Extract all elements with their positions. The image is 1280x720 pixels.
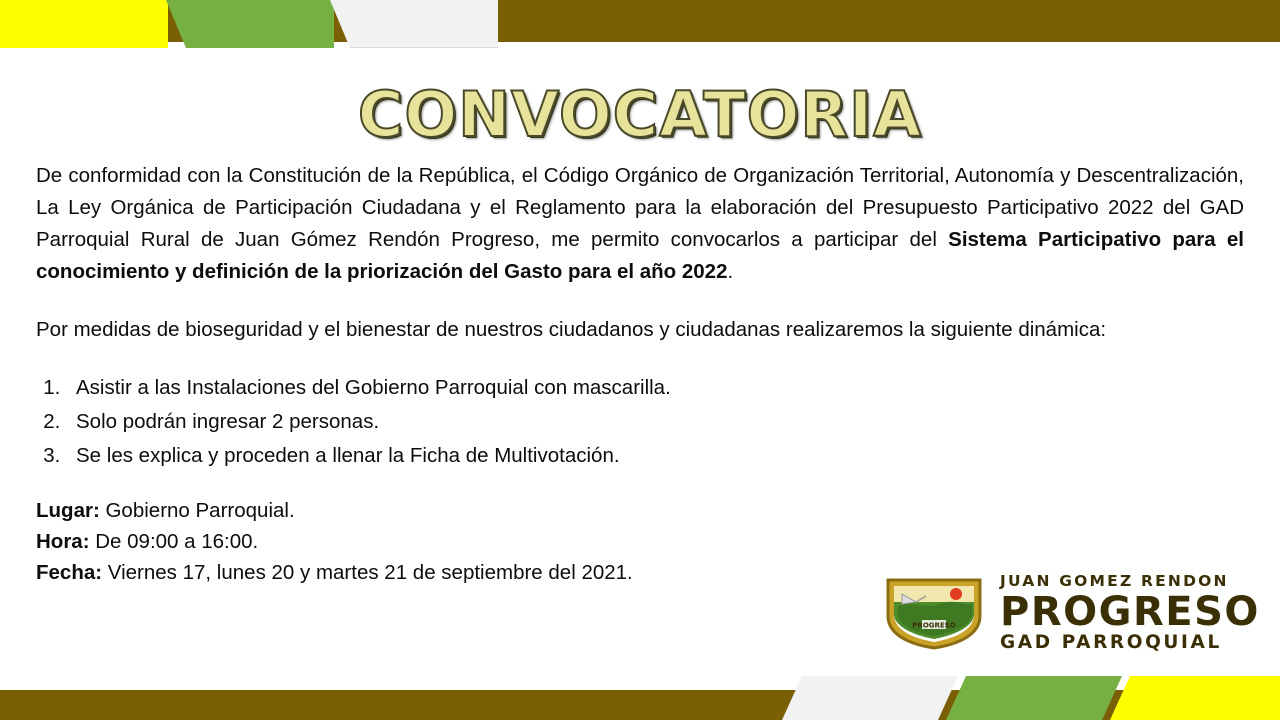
paragraph-spacer — [36, 288, 1244, 314]
detail-hora — [36, 526, 1244, 557]
list-spacer — [36, 346, 1244, 372]
bottom-decorative-band — [0, 668, 1280, 720]
top-green-chevron — [166, 0, 334, 48]
steps-list — [36, 372, 1244, 471]
detail-fecha-value: Viernes 17, lunes 20 y martes 21 de septiembre del 2021. — [107, 561, 633, 584]
logo-line-progreso: PROGRESO — [1000, 588, 1260, 635]
detail-hora-value: De 09:00 a 16:00. — [95, 530, 259, 553]
organization-logo — [882, 572, 1260, 653]
bottom-green-chevron — [946, 676, 1122, 720]
detail-hora-label: Hora: — [36, 530, 90, 553]
detail-lugar-label: Lugar: — [36, 499, 100, 522]
progreso-crest-icon — [882, 576, 986, 650]
detail-fecha-label: Fecha: — [36, 561, 103, 584]
list-item: 1. Asistir a las Instalaciones del Gobierno Parroquial con mascarilla. — [66, 372, 1244, 403]
paragraph-bioseguridad: Por medidas de bioseguridad y el bienestar de nuestros ciudadanos y ciudadanas realizaremos la siguiente dinámica: — [36, 318, 1107, 341]
svg-text:PROGRESO: PROGRESO — [912, 621, 956, 630]
paragraph1-bold-phrase: Sistema Participativo para el conocimiento y definición de la priorización del Gasto para el año 2022 — [36, 228, 1245, 283]
document-body — [36, 160, 1244, 588]
page-title: CONVOCATORIA — [357, 78, 923, 151]
paragraph-convocatoria — [36, 160, 1244, 288]
bottom-white-chevron — [782, 676, 958, 720]
list-item: 2. Solo podrán ingresar 2 personas. — [66, 406, 1244, 437]
paragraph1-text-part1: De conformidad con la Constitución de la República, el Código Orgánico de Organización Territorial, Autonomía y Descentralización, La Ley Orgánica de Participación Ciudadana y el Reglamento para la elaboración del Presupuesto Participativo 2022 del GAD Parroquial Rural de Juan Gómez Rendón Progreso, me permito convocarlos a participar del — [36, 164, 1244, 251]
logo-line-gad: GAD PARROQUIAL — [1000, 631, 1222, 653]
logo-line-parish: JUAN GOMEZ RENDON — [1000, 572, 1229, 590]
paragraph1-text-part2: . — [727, 260, 734, 283]
bottom-yellow-chevron — [1110, 676, 1280, 720]
detail-lugar — [36, 495, 1244, 526]
top-white-chevron — [330, 0, 498, 48]
list-item: 3. Se les explica y proceden a llenar la Ficha de Multivotación. — [66, 440, 1244, 471]
top-yellow-chevron — [0, 0, 168, 48]
top-decorative-band — [0, 0, 1280, 50]
logo-wordmark — [1000, 574, 1260, 652]
detail-lugar-value: Gobierno Parroquial. — [105, 499, 295, 522]
